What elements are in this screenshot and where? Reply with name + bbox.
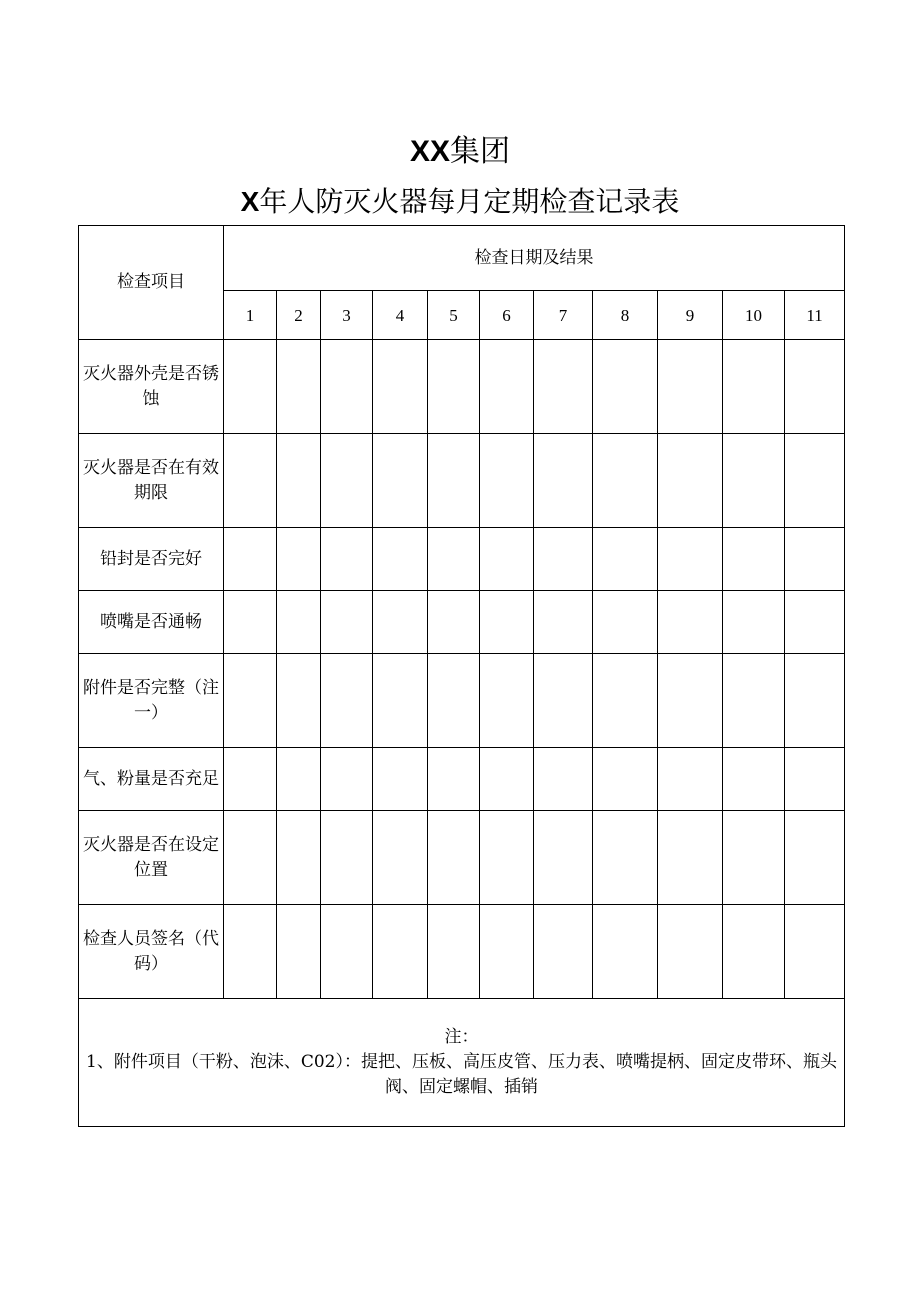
notes-title: 注： bbox=[444, 1027, 479, 1047]
result-cell[interactable] bbox=[785, 434, 845, 528]
date-header: 检查日期及结果 bbox=[224, 226, 845, 291]
organization-title bbox=[0, 130, 920, 174]
result-cell[interactable] bbox=[593, 748, 658, 811]
inspection-item-label: 喷嘴是否通畅 bbox=[79, 591, 224, 654]
result-cell[interactable] bbox=[428, 434, 480, 528]
result-cell[interactable] bbox=[480, 905, 534, 999]
result-cell[interactable] bbox=[224, 905, 277, 999]
result-cell[interactable] bbox=[224, 340, 277, 434]
result-cell[interactable] bbox=[321, 591, 373, 654]
result-cell[interactable] bbox=[785, 528, 845, 591]
result-cell[interactable] bbox=[785, 811, 845, 905]
table-row bbox=[79, 654, 845, 748]
result-cell[interactable] bbox=[658, 654, 723, 748]
inspection-item-label: 灭火器外壳是否锈蚀 bbox=[79, 340, 224, 434]
result-cell[interactable] bbox=[534, 528, 593, 591]
result-cell[interactable] bbox=[723, 591, 785, 654]
result-cell[interactable] bbox=[321, 528, 373, 591]
notes-line: 1、附件项目（干粉、泡沫、C02）：提把、压板、高压皮管、压力表、喷嘴提柄、固定皮带环、瓶头阀、固定螺帽、插销 bbox=[86, 1052, 837, 1097]
result-cell[interactable] bbox=[658, 748, 723, 811]
result-cell[interactable] bbox=[658, 591, 723, 654]
inspection-item-label: 铅封是否完好 bbox=[79, 528, 224, 591]
table-row bbox=[79, 748, 845, 811]
table-row bbox=[79, 591, 845, 654]
result-cell[interactable] bbox=[723, 654, 785, 748]
inspection-table bbox=[78, 225, 845, 1127]
result-cell[interactable] bbox=[723, 905, 785, 999]
result-cell[interactable] bbox=[224, 528, 277, 591]
result-cell[interactable] bbox=[534, 434, 593, 528]
column-number: 4 bbox=[373, 291, 428, 340]
result-cell[interactable] bbox=[321, 905, 373, 999]
result-cell[interactable] bbox=[428, 654, 480, 748]
result-cell[interactable] bbox=[534, 591, 593, 654]
result-cell[interactable] bbox=[785, 340, 845, 434]
column-number: 5 bbox=[428, 291, 480, 340]
result-cell[interactable] bbox=[321, 340, 373, 434]
result-cell[interactable] bbox=[658, 905, 723, 999]
column-number: 3 bbox=[321, 291, 373, 340]
result-cell[interactable] bbox=[224, 654, 277, 748]
result-cell[interactable] bbox=[224, 748, 277, 811]
result-cell[interactable] bbox=[277, 591, 321, 654]
result-cell[interactable] bbox=[321, 748, 373, 811]
result-cell[interactable] bbox=[480, 654, 534, 748]
result-cell[interactable] bbox=[321, 434, 373, 528]
result-cell[interactable] bbox=[785, 654, 845, 748]
column-number: 8 bbox=[593, 291, 658, 340]
result-cell[interactable] bbox=[277, 528, 321, 591]
table-row bbox=[79, 528, 845, 591]
result-cell[interactable] bbox=[373, 591, 428, 654]
result-cell[interactable] bbox=[373, 654, 428, 748]
result-cell[interactable] bbox=[723, 340, 785, 434]
result-cell[interactable] bbox=[534, 654, 593, 748]
org-latin: XX bbox=[409, 135, 451, 168]
result-cell[interactable] bbox=[277, 340, 321, 434]
result-cell[interactable] bbox=[277, 811, 321, 905]
result-cell[interactable] bbox=[534, 905, 593, 999]
result-cell[interactable] bbox=[658, 811, 723, 905]
result-cell[interactable] bbox=[224, 811, 277, 905]
form-title bbox=[0, 180, 920, 224]
result-cell[interactable] bbox=[785, 905, 845, 999]
result-cell[interactable] bbox=[534, 748, 593, 811]
result-cell[interactable] bbox=[534, 340, 593, 434]
result-cell[interactable] bbox=[428, 748, 480, 811]
result-cell[interactable] bbox=[428, 811, 480, 905]
result-cell[interactable] bbox=[224, 434, 277, 528]
result-cell[interactable] bbox=[658, 528, 723, 591]
result-cell[interactable] bbox=[277, 654, 321, 748]
result-cell[interactable] bbox=[277, 434, 321, 528]
result-cell[interactable] bbox=[723, 748, 785, 811]
result-cell[interactable] bbox=[373, 340, 428, 434]
column-number: 6 bbox=[480, 291, 534, 340]
result-cell[interactable] bbox=[321, 654, 373, 748]
result-cell[interactable] bbox=[428, 528, 480, 591]
result-cell[interactable] bbox=[428, 340, 480, 434]
result-cell[interactable] bbox=[321, 811, 373, 905]
inspection-item-label: 灭火器是否在设定位置 bbox=[79, 811, 224, 905]
result-cell[interactable] bbox=[428, 591, 480, 654]
form-title-cn: 年人防灭火器每月定期检查记录表 bbox=[259, 185, 680, 218]
result-cell[interactable] bbox=[534, 811, 593, 905]
result-cell[interactable] bbox=[373, 748, 428, 811]
result-cell[interactable] bbox=[593, 591, 658, 654]
table-row bbox=[79, 434, 845, 528]
result-cell[interactable] bbox=[658, 340, 723, 434]
column-number: 11 bbox=[785, 291, 845, 340]
result-cell[interactable] bbox=[593, 340, 658, 434]
result-cell[interactable] bbox=[428, 905, 480, 999]
column-number: 7 bbox=[534, 291, 593, 340]
result-cell[interactable] bbox=[593, 528, 658, 591]
column-number: 9 bbox=[658, 291, 723, 340]
inspection-item-label: 检查人员签名（代码） bbox=[79, 905, 224, 999]
result-cell[interactable] bbox=[373, 434, 428, 528]
result-cell[interactable] bbox=[593, 905, 658, 999]
result-cell[interactable] bbox=[593, 811, 658, 905]
form-title-latin: X bbox=[240, 186, 260, 217]
result-cell[interactable] bbox=[593, 434, 658, 528]
result-cell[interactable] bbox=[373, 528, 428, 591]
result-cell[interactable] bbox=[277, 748, 321, 811]
table-row bbox=[79, 811, 845, 905]
column-number: 2 bbox=[277, 291, 321, 340]
table-row bbox=[79, 340, 845, 434]
result-cell[interactable] bbox=[723, 528, 785, 591]
result-cell[interactable] bbox=[480, 591, 534, 654]
item-header: 检查项目 bbox=[79, 226, 224, 340]
result-cell[interactable] bbox=[723, 811, 785, 905]
column-number: 10 bbox=[723, 291, 785, 340]
result-cell[interactable] bbox=[785, 591, 845, 654]
result-cell[interactable] bbox=[480, 528, 534, 591]
result-cell[interactable] bbox=[480, 340, 534, 434]
result-cell[interactable] bbox=[480, 434, 534, 528]
result-cell[interactable] bbox=[658, 434, 723, 528]
inspection-item-label: 灭火器是否在有效期限 bbox=[79, 434, 224, 528]
result-cell[interactable] bbox=[373, 905, 428, 999]
org-cn: 集团 bbox=[450, 134, 511, 169]
result-cell[interactable] bbox=[277, 905, 321, 999]
result-cell[interactable] bbox=[480, 748, 534, 811]
result-cell[interactable] bbox=[373, 811, 428, 905]
result-cell[interactable] bbox=[785, 748, 845, 811]
result-cell[interactable] bbox=[723, 434, 785, 528]
inspection-item-label: 气、粉量是否充足 bbox=[79, 748, 224, 811]
table-row bbox=[79, 905, 845, 999]
inspection-item-label: 附件是否完整（注一） bbox=[79, 654, 224, 748]
result-cell[interactable] bbox=[480, 811, 534, 905]
result-cell[interactable] bbox=[593, 654, 658, 748]
notes-cell bbox=[79, 999, 845, 1127]
column-number: 1 bbox=[224, 291, 277, 340]
result-cell[interactable] bbox=[224, 591, 277, 654]
